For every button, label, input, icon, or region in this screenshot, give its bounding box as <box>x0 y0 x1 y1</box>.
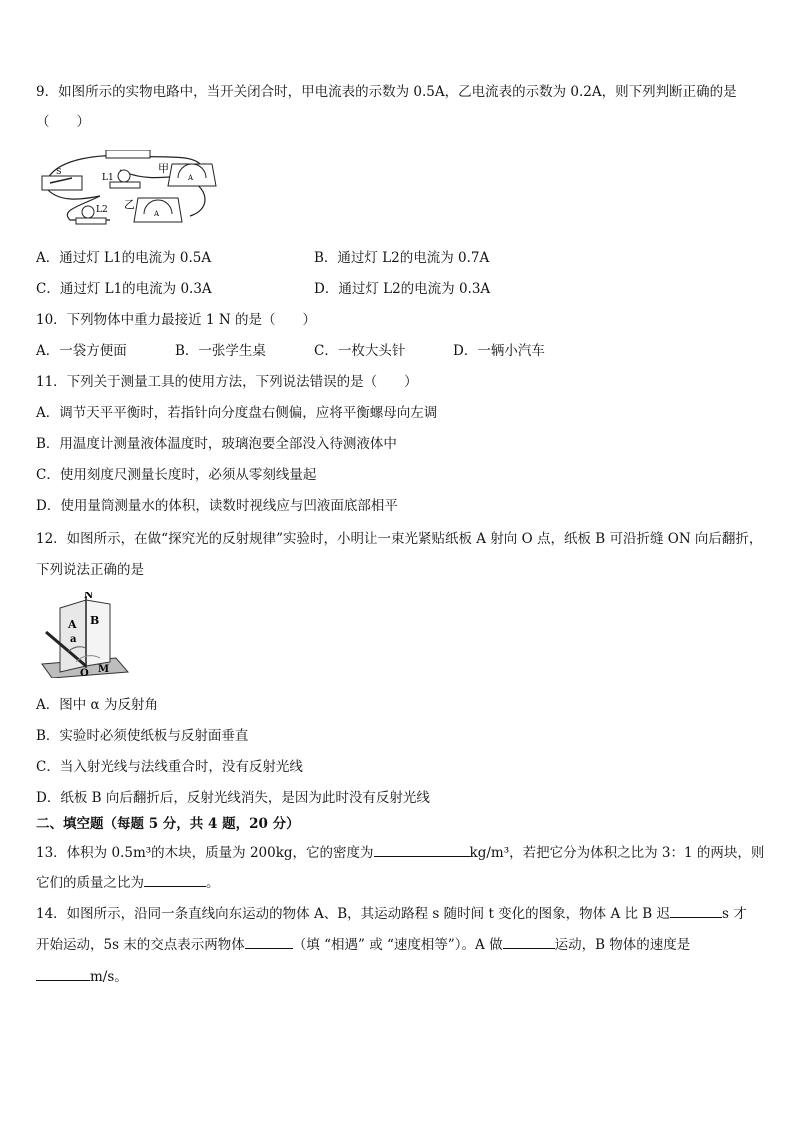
q13-ratio-blank[interactable] <box>144 872 206 887</box>
q12-option-d[interactable]: D．纸板 B 向后翻折后，反射光线消失，是因为此时没有反射光线 <box>36 790 430 806</box>
label-m: M <box>98 664 110 675</box>
q10-option-c[interactable]: C．一枚大头针 <box>314 343 406 359</box>
q14-speed-blank[interactable] <box>36 966 90 981</box>
q13-text-2: kg/m³，若把它分为体积之比为 3：1 的两块，则 <box>469 845 765 861</box>
q14-text-5: 运动，B 物体的速度是 <box>554 937 691 953</box>
label-jia: 甲 <box>158 162 169 175</box>
q9-option-b[interactable]: B．通过灯 L2的电流为 0.7A <box>314 250 490 266</box>
label-b: B <box>90 614 100 627</box>
label-alpha: a <box>70 634 77 645</box>
q11-option-d[interactable]: D．使用量筒测量水的体积，读数时视线应与凹液面底部相平 <box>36 498 398 514</box>
q13-text-3: 它们的质量之比为 <box>36 875 144 891</box>
q14-line1 <box>36 903 747 924</box>
q9-option-a[interactable]: A．通过灯 L1的电流为 0.5A <box>36 250 212 266</box>
section-heading-fill-blank: 二、填空题（每题 5 分，共 4 题，20 分） <box>36 816 300 832</box>
q11-option-b[interactable]: B．用温度计测量液体温度时，玻璃泡要全部没入待测液体中 <box>36 436 397 452</box>
q13-line1 <box>36 842 764 863</box>
q13-line2 <box>36 872 220 893</box>
label-l1: L1 <box>102 173 114 183</box>
q14-text-3: 开始运动，5s 末的交点表示两物体 <box>36 937 245 953</box>
q14-line2 <box>36 934 690 955</box>
q14-text-4: （填 “相遇” 或 “速度相等”）。A 做 <box>292 937 503 953</box>
circuit-figure <box>40 150 222 230</box>
label-a: A <box>68 618 77 631</box>
q10-option-d[interactable]: D．一辆小汽车 <box>453 343 545 359</box>
q9-stem-line2: （ ） <box>36 114 90 130</box>
q10-option-a[interactable]: A．一袋方便面 <box>36 343 127 359</box>
label-yi: 乙 <box>124 198 135 211</box>
q14-meaning-blank[interactable] <box>245 934 293 949</box>
label-ammeter-yi: A <box>154 210 160 218</box>
q14-line3 <box>36 966 128 987</box>
label-n: N <box>84 592 94 601</box>
q14-text-2: s 才 <box>722 906 747 922</box>
q12-option-b[interactable]: B．实验时必须使纸板与反射面垂直 <box>36 728 249 744</box>
q10-stem: 10．下列物体中重力最接近 1 N 的是（ ） <box>36 312 316 328</box>
q13-text-4: 。 <box>206 875 220 891</box>
q12-option-c[interactable]: C．当入射光线与法线重合时，没有反射光线 <box>36 759 303 775</box>
label-l2: L2 <box>96 205 108 215</box>
q11-option-c[interactable]: C．使用刻度尺测量长度时，必须从零刻线量起 <box>36 467 317 483</box>
q9-stem-line1: 9．如图所示的实物电路中，当开关闭合时，甲电流表的示数为 0.5A，乙电流表的示数为 0.2A，则下列判断正确的是 <box>36 84 737 100</box>
q14-delay-blank[interactable] <box>670 903 722 918</box>
q12-stem-line2: 下列说法正确的是 <box>36 562 144 578</box>
q12-option-a[interactable]: A．图中 α 为反射角 <box>36 697 158 713</box>
q14-motion-blank[interactable] <box>503 934 555 949</box>
label-o: O <box>80 668 89 678</box>
q14-text-1: 14．如图所示，沿同一条直线向东运动的物体 A、B，其运动路程 s 随时间 t 变化的图象，物体 A 比 B 迟 <box>36 906 670 922</box>
q9-option-c[interactable]: C．通过灯 L1的电流为 0.3A <box>36 281 212 297</box>
reflection-figure <box>38 592 130 678</box>
q9-option-d[interactable]: D．通过灯 L2的电流为 0.3A <box>314 281 491 297</box>
label-ammeter-jia: A <box>188 174 194 182</box>
q11-option-a[interactable]: A．调节天平平衡时，若指针向分度盘右侧偏，应将平衡螺母向左调 <box>36 405 438 421</box>
q11-stem: 11．下列关于测量工具的使用方法，下列说法错误的是（ ） <box>36 374 418 390</box>
q13-text-1: 13．体积为 0.5m³的木块，质量为 200kg，它的密度为 <box>36 845 374 861</box>
label-s: S <box>56 167 62 176</box>
q10-option-b[interactable]: B．一张学生桌 <box>175 343 266 359</box>
q14-text-6: m/s。 <box>90 969 128 985</box>
q13-density-blank[interactable] <box>374 842 470 857</box>
q12-stem-line1: 12．如图所示，在做“探究光的反射规律”实验时，小明让一束光紧贴纸板 A 射向 O 点，纸板 B 可沿折缝 ON 向后翻折， <box>36 531 763 547</box>
